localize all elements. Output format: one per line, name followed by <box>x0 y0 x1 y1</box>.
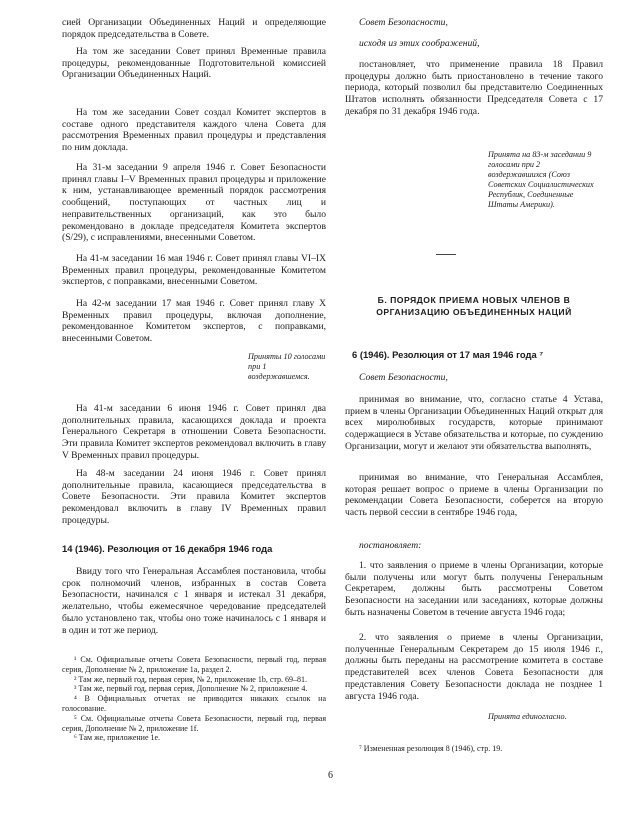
left-paragraph-4: На 31-м заседании 9 апреля 1946 г. Совет Безопасности принял главы I–V Временных правил процедуры и приложение к ним, устанавливающее временный порядок рассмотрения сообщений, поступающих от частных лиц и неправительственных организаций, как это было рекомендовано в докладе председателя Комитета экспертов (S/29), с исправлениями, внесенными Советом. <box>62 162 326 244</box>
footnote: ¹ См. Официальные отчеты Совета Безопасности, первый год, первая серия, Дополнение № 2, приложение 1а, раздел 2. <box>62 655 326 674</box>
left-paragraph-6: На 42-м заседании 17 мая 1946 г. Совет принял главу X Временных правил процедуры, включая дополнение, рекомендованное Комитетом экспертов, с поправками, внесенными Советом. <box>62 298 326 345</box>
right-paragraph-2: исходя из этих соображений, <box>359 38 480 49</box>
right-paragraph-7: постановляет: <box>359 540 422 551</box>
footnote: ³ Там же, первый год, первая серия, Дополнение № 2, приложение 4. <box>74 684 308 694</box>
footnote: ⁴ В Официальных отчетах не приводится никаких ссылок на голосование. <box>62 694 326 713</box>
resolution-14-heading: 14 (1946). Резолюция от 16 декабря 1946 года <box>62 543 273 554</box>
left-vote-note: Приняты 10 голосами при 1 воздержавшемся. <box>248 352 326 381</box>
right-vote-note-2: Принята единогласно. <box>488 712 567 721</box>
left-paragraph-9: Ввиду того что Генеральная Ассамблея постановила, чтобы срок полномочий членов, избранных в состав Совета Безопасности, начинался с 1 января и истекал 31 декабря, желательно, чтобы ежемесячное чередование председателей было установлено так, чтобы оно тоже начиналось с 1 января и в один и тот же период. <box>62 566 326 636</box>
left-paragraph-2: На том же заседании Совет принял Временные правила процедуры, рекомендованные Подготовительной комиссией Организации Объединенных Наций. <box>62 46 326 81</box>
left-paragraph-8: На 48-м заседании 24 июня 1946 г. Совет принял дополнительные правила, касающиеся председательства в Совете Безопасности. Эти правила Комитет экспертов рекомендовал включить в главу IV Временных правил процедуры. <box>62 468 326 526</box>
right-paragraph-8: 1. что заявления о приеме в члены Организации, которые были получены или могут быть получены Генеральным Секретарем, должны быть рассмотрены Советом Безопасности на заседании или заседаниях, которые должны быть назначены Советом в течение августа 1946 года; <box>345 560 603 618</box>
right-paragraph-5: принимая во внимание, что, согласно статье 4 Устава, прием в члены Организации Объединенных Наций открыт для всех миролюбивых государств, которые принимают содержащиеся в Уставе обязательства и которые, по суждению Организации, могут и желают эти обязательства выполнять, <box>345 394 603 452</box>
left-paragraph-5: На 41-м заседании 16 мая 1946 г. Совет принял главы VI–IX Временных правил процедуры, рекомендованные Комитетом экспертов, с поправками, внесенными Советом. <box>62 253 326 288</box>
left-paragraph-1: сией Организации Объединенных Наций и определяющие порядок председательства в Совете. <box>62 17 326 40</box>
footnote: ⁵ См. Официальные отчеты Совета Безопасности, первый год, первая серия, Дополнение № 2, приложение 1f. <box>62 713 326 733</box>
right-paragraph-4: Совет Безопасности, <box>359 372 448 383</box>
left-paragraph-7: На 41-м заседании 6 июня 1946 г. Совет принял два дополнительных правила, касающихся доклада и проекта Генерального Секретаря в отношении Совета Безопасности. Эти правила Комитет экспертов рекомендовал включить в главу V Временных правил процедуры. <box>62 403 326 461</box>
page-number: 6 <box>328 770 333 781</box>
right-paragraph-1: Совет Безопасности, <box>359 17 448 28</box>
footnote: ⁶ Там же, приложение 1е. <box>74 733 161 743</box>
divider <box>436 254 456 255</box>
right-paragraph-6: принимая во внимание, что Генеральная Ассамблея, которая решает вопрос о приеме в члены Организации по рекомендации Совета Безопасности, соберется на вторую часть первой сессии в сентябре 1946 года, <box>345 472 603 519</box>
right-paragraph-3: постановляет, что применение правила 18 Правил процедуры должно быть приостановлено в течение такого периода, который позволил бы представителю Соединенных Штатов исполнять обязанности Председателя Совета с 17 декабря по 31 декабря 1946 года. <box>345 59 603 117</box>
footnote: ² Там же, первый год, первая серия, № 2, приложение 1b, стр. 69–81. <box>74 674 307 684</box>
right-paragraph-9: 2. что заявления о приеме в члены Организации, полученные Генеральным Секретарем до 15 июля 1946 г., должны быть переданы на рассмотрение комитета в составе представителей всех членов Совета Безопасности для представления Совету Безопасности доклада не позднее 1 августа 1946 года. <box>345 632 603 702</box>
resolution-6-heading: 6 (1946). Резолюция от 17 мая 1946 года ⁷ <box>352 349 544 360</box>
left-paragraph-3: На том же заседании Совет создал Комитет экспертов в составе одного представителя каждого члена Совета для рассмотрения Временных правил процедуры и представления по ним доклада. <box>62 107 326 154</box>
right-footnote: ⁷ Измененная резолюция 8 (1946), стр. 19. <box>359 744 503 753</box>
right-vote-note: Принята на 83-м заседании 9 голосами при 2 воздержавшихся (Союз Советских Социалистических Республик, Соединенные Штаты Америки). <box>488 150 594 209</box>
section-title: Б. ПОРЯДОК ПРИЕМА НОВЫХ ЧЛЕНОВ В ОРГАНИЗАЦИЮ ОБЪЕДИНЕННЫХ НАЦИЙ <box>376 295 572 317</box>
left-footnotes <box>62 655 326 743</box>
